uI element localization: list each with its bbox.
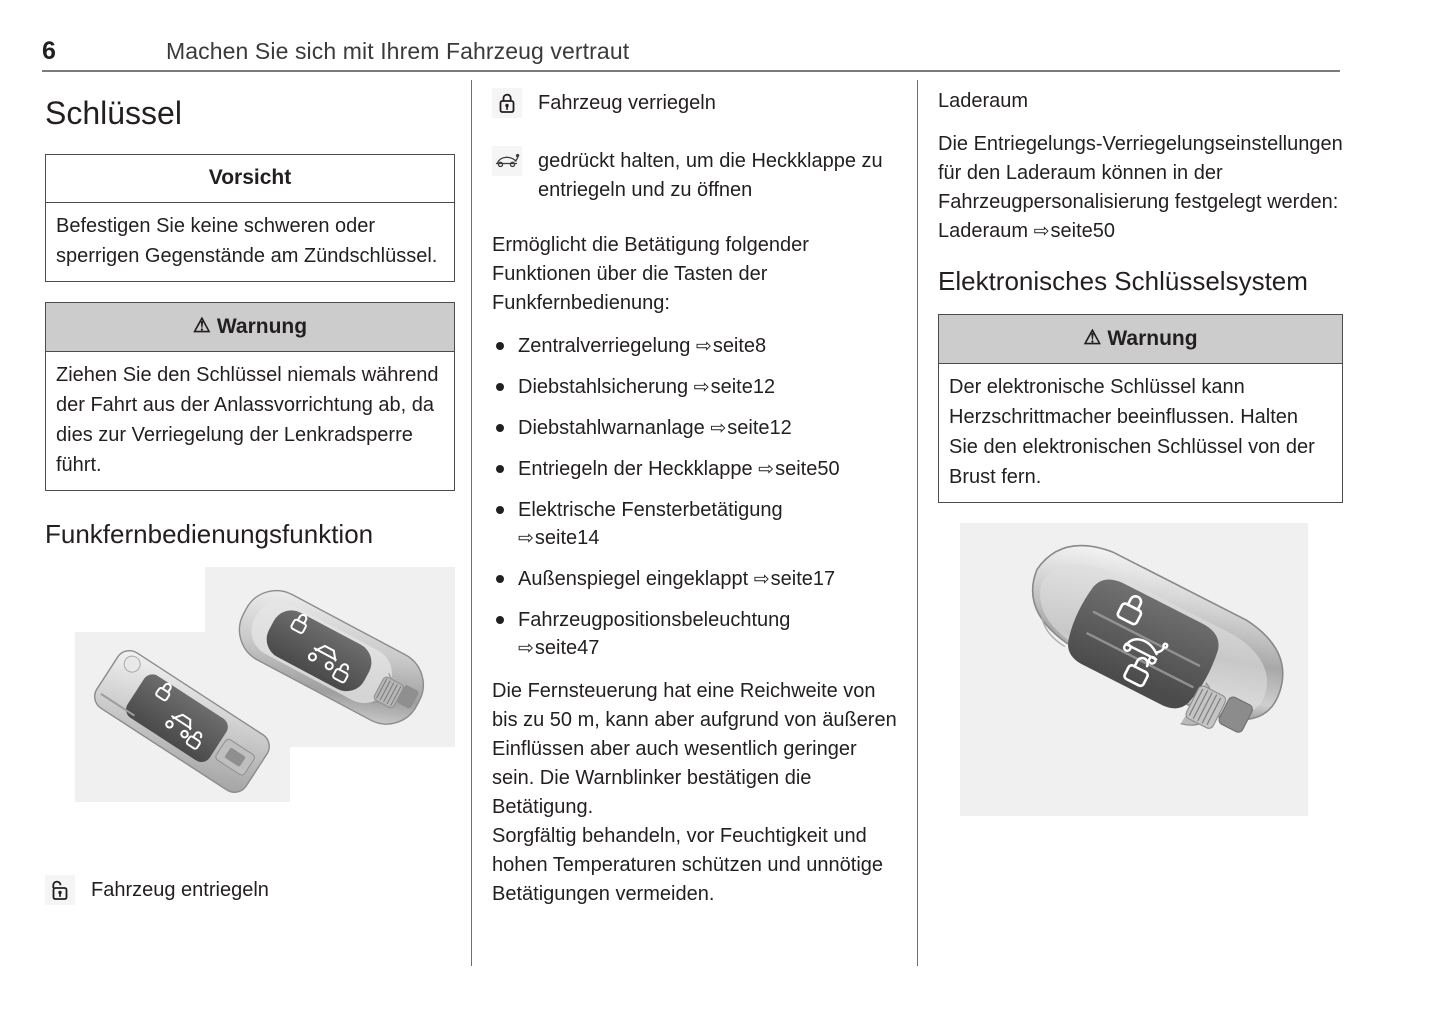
laderaum-reference [938, 217, 1343, 246]
list-item-text: Zentralverriegelung [518, 335, 691, 357]
header-rule [42, 70, 1340, 72]
remote-care-paragraph: Sorgfältig behandeln, vor Feuchtigkeit und hohen Temperaturen schützen und unnötige Betätigungen vermeiden. [492, 825, 884, 905]
list-item-text: Elektrische Fensterbetätigung [518, 499, 783, 521]
warning-box-key-body: Ziehen Sie den Schlüssel niemals während der Fahrt aus der Anlassvorrichtung ab, da dies zur Verriegelung der Lenkradsperre führt. [56, 364, 439, 476]
caution-box-heading: Vorsicht [46, 155, 454, 203]
page-title: Machen Sie sich mit Ihrem Fahrzeug vertraut [166, 38, 630, 64]
warning-box-electronic-key-heading-text: Warnung [1107, 327, 1198, 350]
reference-arrow-icon: ⇨ [695, 336, 712, 357]
reference-arrow-icon: ⇨ [710, 418, 727, 439]
reference-arrow-icon: ⇨ [693, 377, 710, 398]
unlock-vehicle-label: Fahrzeug entriegeln [91, 879, 269, 901]
column-three [938, 88, 1343, 833]
page-number: 6 [42, 37, 56, 65]
electronic-key-illustration [968, 533, 1302, 808]
reference-arrow-icon: ⇨ [518, 638, 534, 659]
warning-box-electronic-key [938, 314, 1343, 503]
caution-box [45, 154, 455, 282]
list-item-text: Außenspiegel eingeklappt [518, 568, 749, 590]
remote-functions-list [492, 332, 897, 663]
key-fobs-figure [45, 567, 455, 867]
list-item-text: Fahrzeugpositionsbeleuchtung [518, 609, 791, 631]
padlock-open-icon [45, 875, 75, 905]
remote-functions-intro: Ermöglicht die Betätigung folgender Funktionen über die Tasten der Funkfernbedienung: [492, 234, 809, 314]
column-two [492, 88, 897, 923]
list-item-ref: seite8 [712, 335, 767, 357]
section-title-schluessel: Schlüssel [45, 95, 182, 131]
tailgate-row [492, 146, 897, 205]
list-item-ref: seite14 [534, 527, 600, 549]
list-item-ref: seite17 [770, 568, 836, 590]
warning-box-key-heading-text: Warnung [216, 315, 308, 338]
subhead-laderaum: Laderaum [938, 90, 1029, 112]
warning-box-electronic-key-body: Der elektronische Schlüssel kann Herzschrittmacher beeinflussen. Halten Sie den elektronischen Schlüssel von der Brust fern. [949, 376, 1315, 488]
list-item [492, 606, 897, 663]
car-tailgate-icon [492, 146, 522, 176]
list-item-text: Entriegeln der Heckklappe [518, 458, 753, 480]
reference-arrow-icon: ⇨ [753, 569, 770, 590]
subsection-title-funkfernbedienung: Funkfernbedienungsfunktion [45, 519, 374, 549]
reference-arrow-icon: ⇨ [518, 528, 534, 549]
reference-arrow-icon: ⇨ [758, 459, 775, 480]
padlock-closed-icon [492, 88, 522, 118]
page-header [42, 36, 1342, 72]
list-item [492, 455, 897, 484]
car-tailgate-glyph [494, 153, 520, 169]
warning-box-key [45, 302, 455, 491]
laderaum-reference-target: seite50 [1050, 220, 1116, 242]
warning-triangle-icon: ⚠ [192, 315, 211, 337]
unlock-vehicle-row [45, 875, 455, 905]
warning-box-key-heading [46, 303, 454, 352]
column-divider-left [471, 80, 472, 966]
list-item-text: Diebstahlwarnanlage [518, 417, 705, 439]
column-divider-right [917, 80, 918, 966]
warning-triangle-icon: ⚠ [1083, 327, 1102, 349]
tailgate-label: gedrückt halten, um die Heckklappe zu entriegeln und zu öffnen [538, 150, 883, 201]
caution-box-body: Befestigen Sie keine schweren oder sperrigen Gegenstände am Zündschlüssel. [56, 215, 438, 267]
laderaum-reference-label: Laderaum [938, 220, 1029, 242]
list-item [492, 565, 897, 594]
list-item [492, 496, 897, 553]
warning-box-electronic-key-heading [939, 315, 1342, 364]
padlock-closed-glyph [497, 92, 517, 114]
flip-key-illustration [80, 637, 290, 802]
list-item-ref: seite47 [534, 637, 600, 659]
list-item [492, 332, 897, 361]
section-title-elektronisches-schluesselsystem: Elektronisches Schlüsselsystem [938, 266, 1308, 296]
list-item-text: Diebstahlsicherung [518, 376, 689, 398]
padlock-open-glyph [50, 879, 70, 901]
reference-arrow-icon: ⇨ [1033, 221, 1050, 242]
list-item [492, 414, 897, 443]
list-item-ref: seite12 [710, 376, 776, 398]
list-item-ref: seite12 [727, 417, 792, 439]
list-item-ref: seite50 [775, 458, 840, 480]
laderaum-paragraph: Die Entriegelungs-Verriegelungseinstellungen für den Laderaum können in der Fahrzeugpersonalisierung festgelegt werden: [938, 133, 1343, 213]
lock-vehicle-row [492, 88, 897, 118]
remote-range-paragraph: Die Fernsteuerung hat eine Reichweite von bis zu 50 m, kann aber aufgrund von äußeren Einflüssen aber auch wesentlich geringer sein. Die Warnblinker bestätigen die Betätigung. [492, 680, 897, 818]
list-item [492, 373, 897, 402]
column-one [45, 88, 455, 927]
lock-vehicle-label: Fahrzeug verriegeln [538, 92, 716, 114]
electronic-key-figure [938, 523, 1343, 833]
